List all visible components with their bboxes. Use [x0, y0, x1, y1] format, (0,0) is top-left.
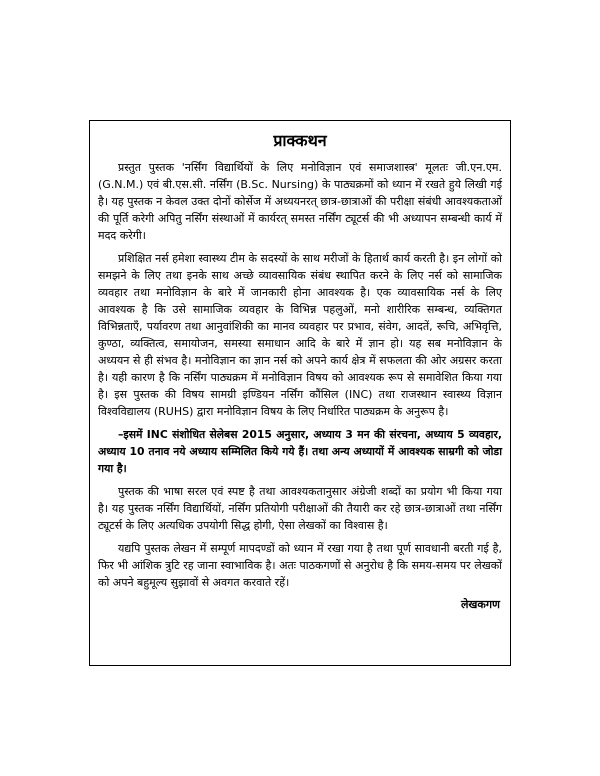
paragraph-1: प्रस्तुत पुस्तक 'नर्सिंग विद्यार्थियों के लिए मनोविज्ञान एवं समाजशास्त्र' मूलतः जी.एन.एम. (G.N.M.) एवं बी.एस.सी. नर्सिंग (B.Sc. Nursing) के पाठ्यक्रमों को ध्यान में रखते हुये लिखी गई है। यह पुस्तक न केवल उक्त दोनों कोर्सेज में अध्ययनरत् छात्र-छात्राओं की परीक्षा संबंधी आवश्यकताओं की पूर्ति करेगी अपितु नर्सिंग संस्थाओं में कार्यरत् समस्त नर्सिंग ट्यूटर्स की भी अध्यापन सम्बन्धी कार्य में मदद करेगी। [98, 161, 502, 242]
paragraph-5: यद्यपि पुस्तक लेखन में सम्पूर्ण मापदण्डों को ध्यान में रखा गया है तथा पूर्ण सावधानी बरती गई है, फिर भी आंशिक त्रुटि रह जाना स्वाभाविक है। अतः पाठकगणों से अनुरोध है कि समय-समय पर लेखकों को अपने बहुमूल्य सुझावों से अवगत करवाते रहें। [98, 542, 502, 589]
paragraph-4: पुस्तक की भाषा सरल एवं स्पष्ट है तथा आवश्यकतानुसार अंग्रेजी शब्दों का प्रयोग भी किया गया है। यह पुस्तक नर्सिंग विद्यार्थियों, नर्सिंग प्रतियोगी परीक्षाओं की तैयारी कर रहे छात्र-छात्राओं तथा नर्सिंग ट्यूटर्स के लिए अत्यधिक उपयोगी सिद्ध होगी, ऐसा लेखकों का विश्वास है। [98, 485, 502, 532]
signature: लेखकगण [460, 598, 500, 611]
page-title: प्राक्कथन [273, 131, 327, 150]
paragraph-2: प्रशिक्षित नर्स हमेशा स्वास्थ्य टीम के सदस्यों के साथ मरीजों के हितार्थ कार्य करती है। इन लोगों को समझने के लिए तथा इनके साथ अच्छे व्यावसायिक संबंध स्थापित करने के लिए नर्स को सामाजिक व्यवहार तथा मनोविज्ञान के बारे में जानकारी होना आवश्यक है। एक व्यावसायिक नर्स के लिए आवश्यक है कि उसे सामाजिक व्यवहार के विभिन्न पहलुओं, मनो शारीरिक सम्बन्ध, व्यक्तिगत विभिन्नताएँ, पर्यावरण तथा आनुवांशिकी का मानव व्यवहार पर प्रभाव, संवेग, आदतें, रूचि, अभिवृत्ति, कुण्ठा, व्यक्तित्व, समायोजन, समस्या समाधान आदि के बारे में ज्ञान हो। यह सब मनोविज्ञान के अध्ययन से ही संभव है। मनोविज्ञान का ज्ञान नर्स को अपने कार्य क्षेत्र में सफलता की ओर अग्रसर करता है। यही कारण है कि नर्सिंग पाठ्यक्रम में मनोविज्ञान विषय को आवश्यक रूप से समावेशित किया गया है। इस पुस्तक की विषय सामग्री इण्डियन नर्सिंग कौंसिल (INC) तथा राजस्थान स्वास्थ्य विज्ञान विश्वविद्यालय (RUHS) द्वारा मनोविज्ञान विषय के लिए निर्धारित पाठ्यक्रम के अनुरूप है। [98, 252, 502, 418]
preface-box [89, 120, 511, 666]
paragraph-syllabus-note: –इसमें INC संशोधित सेलेबस 2015 अनुसार, अध्याय 3 मन की संरचना, अध्याय 5 व्यवहार, अध्याय 10 तनाव नये अध्याय सम्मिलित किये गये हैं। तथा अन्य अध्यायों में आवश्यक साम्रगी को जोडा गया है। [98, 428, 502, 475]
